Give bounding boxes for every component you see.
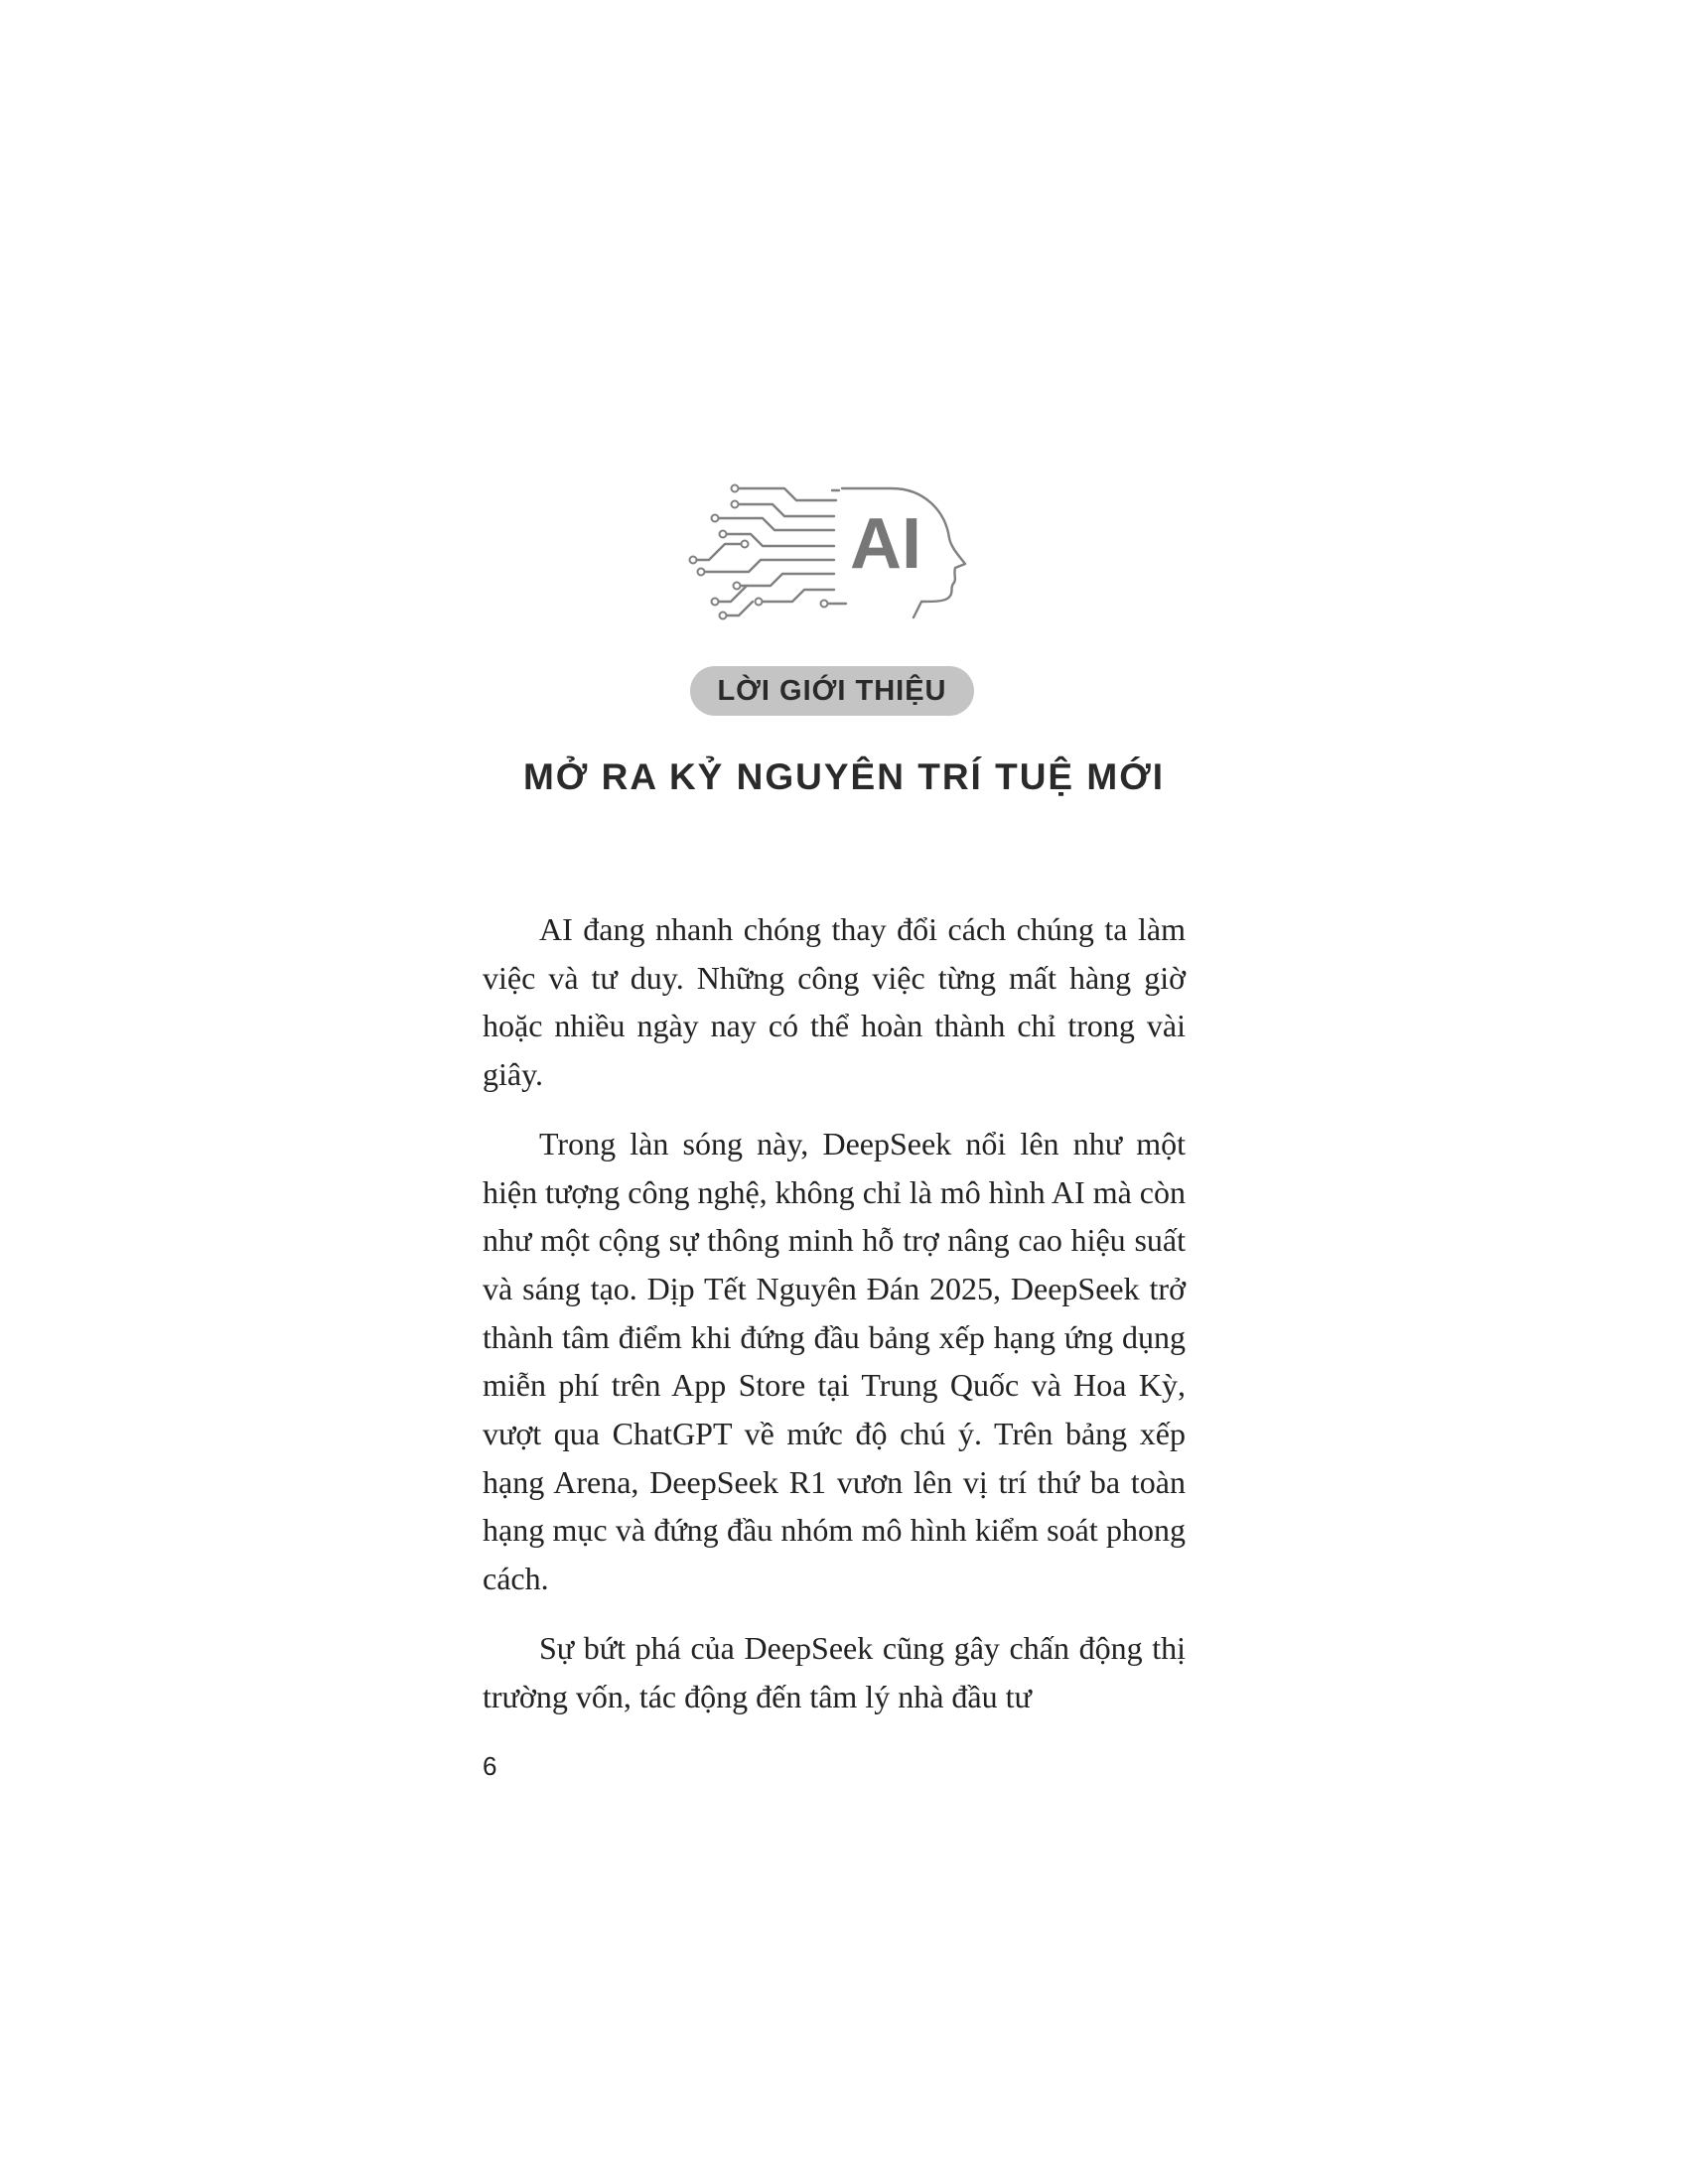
chapter-title: MỞ RA KỶ NGUYÊN TRÍ TUỆ MỚI: [522, 756, 1166, 797]
section-label: LỜI GIỚI THIỆU: [690, 666, 974, 716]
paragraph: Sự bứt phá của DeepSeek cũng gây chấn động thị trường vốn, tác động đến tâm lý nhà đầu tư: [483, 1629, 1186, 1714]
paragraph: AI đang nhanh chóng thay đổi cách chúng ta làm việc và tư duy. Những công việc từng mất hàng giờ hoặc nhiều ngày nay có thể hoàn thành chỉ trong vài giây.: [483, 911, 1186, 1093]
logo-text: AI: [850, 504, 921, 584]
body-text: [483, 905, 1186, 1720]
paragraph: Trong làn sóng này, DeepSeek nổi lên như một hiện tượng công nghệ, không chỉ là mô hình AI mà còn như một cộng sự thông minh hỗ trợ nâng cao hiệu suất và sáng tạo. Dịp Tết Nguyên Đán 2025, DeepSeek trở thành tâm điểm khi đứng đầu bảng xếp hạng ứng dụng miễn phí trên App Store tại Trung Quốc và Hoa Kỳ, vượt qua ChatGPT về mức độ chú ý. Trên bảng xếp hạng Arena, DeepSeek R1 vươn lên vị trí thứ ba toàn hạng mục và đứng đầu nhóm mô hình kiểm soát phong cách.: [483, 1125, 1186, 1597]
ai-logo: [675, 477, 983, 625]
ai-circuit-head-icon: [675, 477, 983, 625]
page-number: 6: [483, 1751, 497, 1781]
